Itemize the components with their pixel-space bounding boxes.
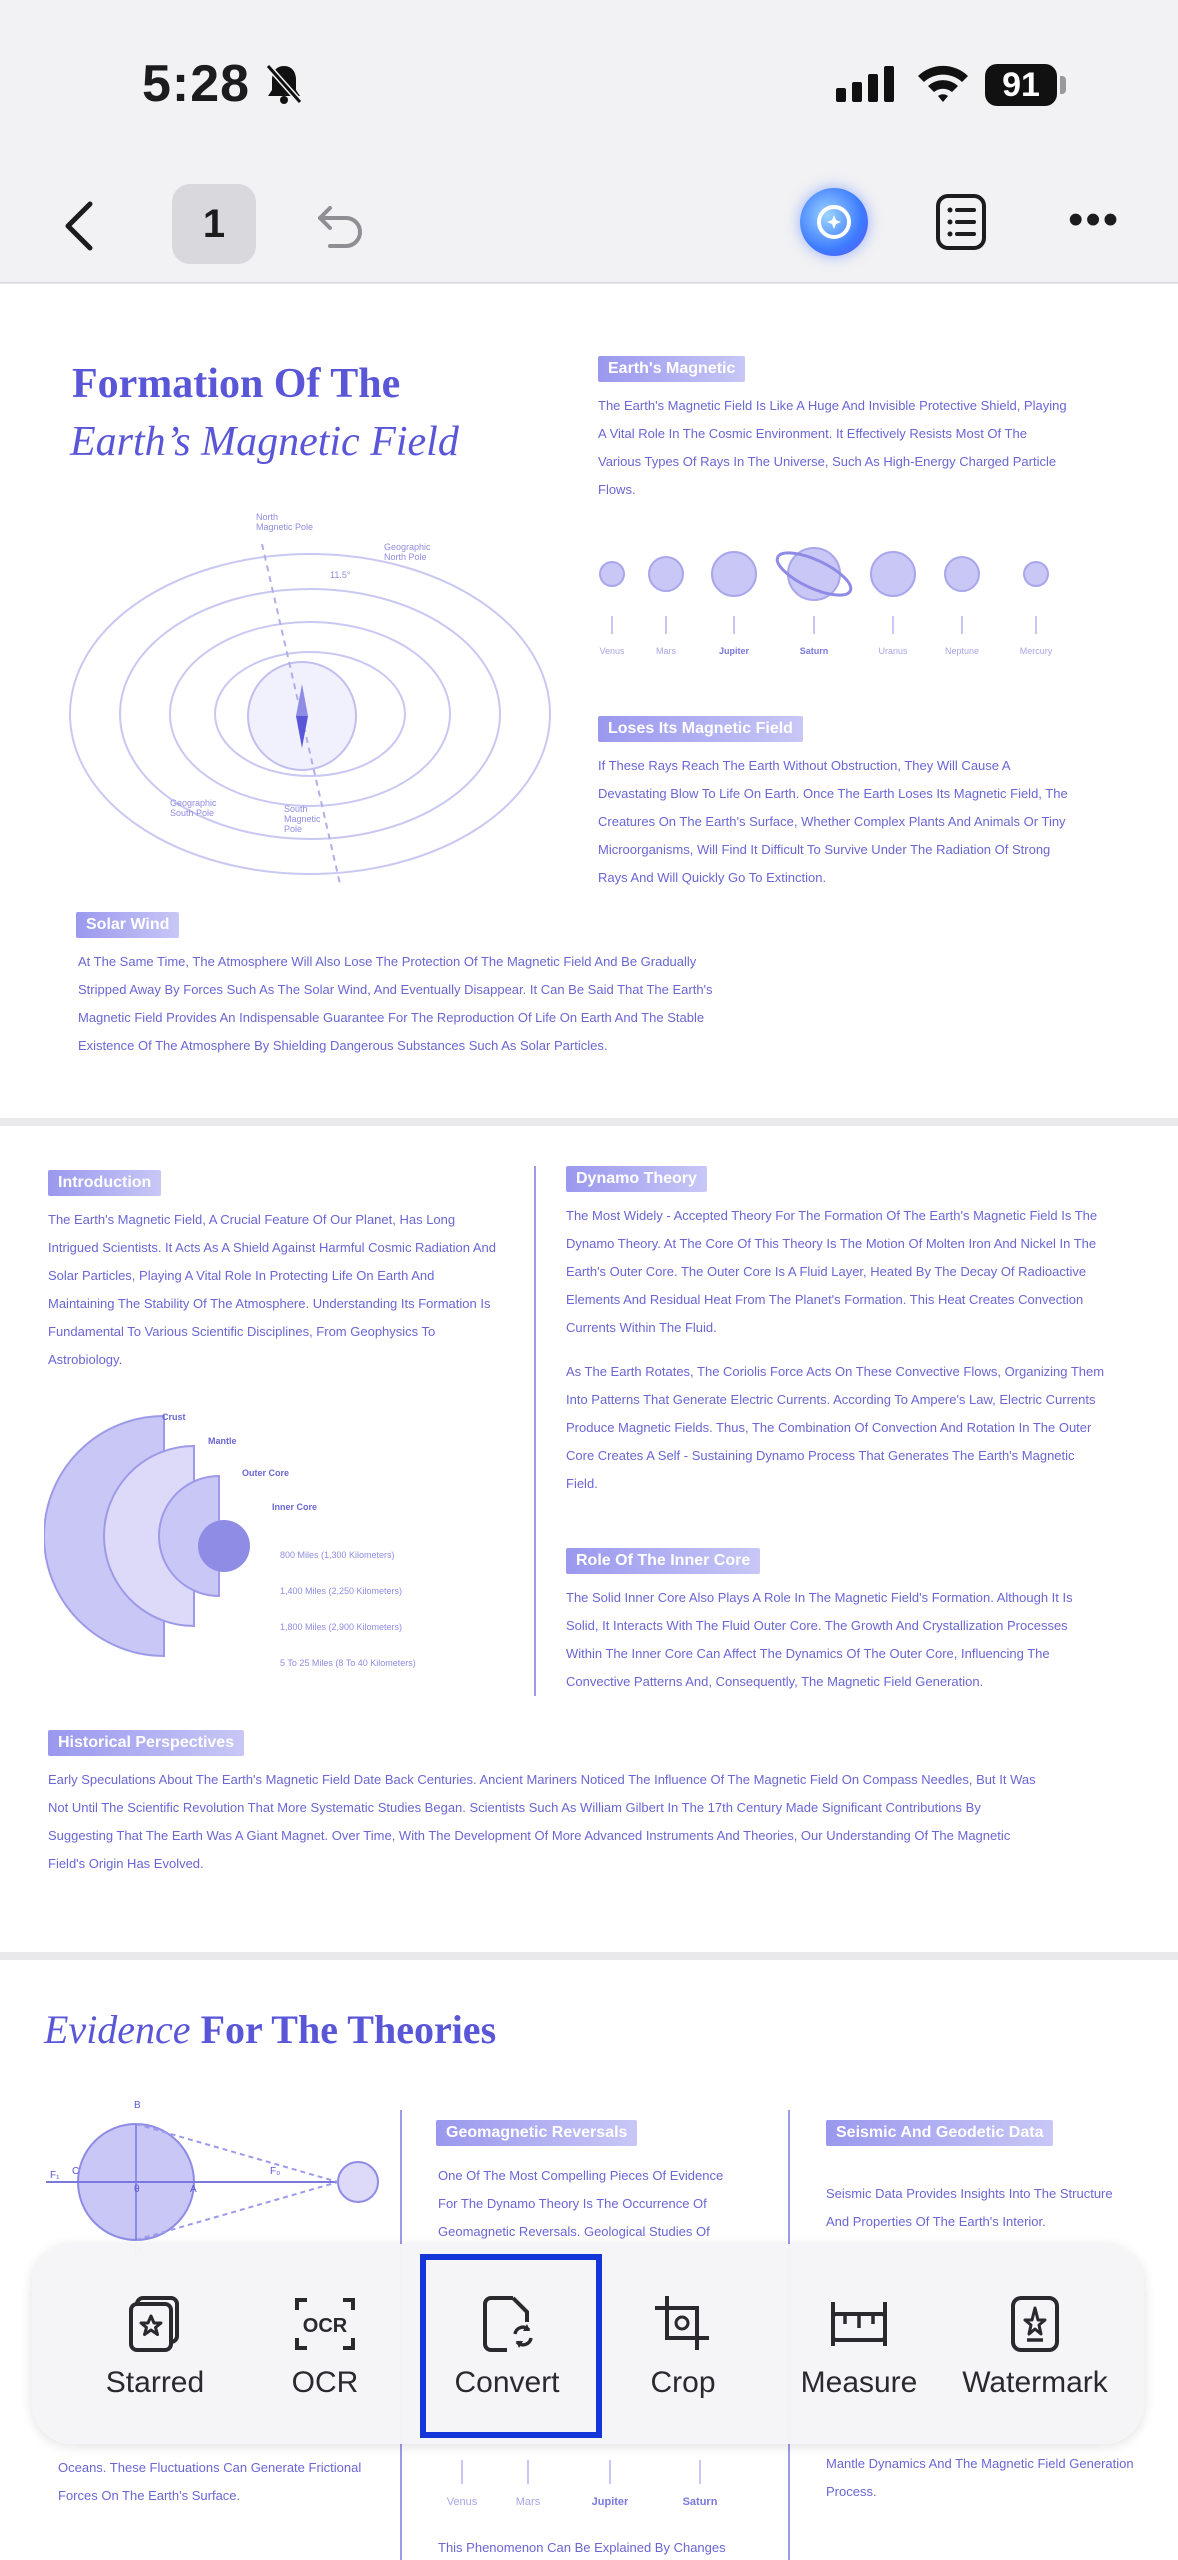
para-right-bottom: Mantle Dynamics And The Magnetic Field Generation Process. bbox=[826, 2456, 1134, 2499]
depth-label-2: 1,400 Miles (2,250 Kilometers) bbox=[280, 1586, 403, 1596]
top-toolbar bbox=[0, 170, 1178, 283]
para-seismic-geodetic: Seismic Data Provides Insights Into The Structure And Properties Of The Earth's Interior. bbox=[826, 2186, 1113, 2229]
label-south-magnetic: South Magnetic Pole bbox=[284, 804, 321, 834]
para-historical: Early Speculations About The Earth's Magnetic Field Date Back Centuries. Ancient Mariners Noticed The Influence Of The Magnetic Field On Compass Needles, But It Was Not Until The Scientific Revolution That More Systematic Studies Began. Scientists Such As William Gilbert In The 17th Century Made Significant Contributions By Suggesting That The Earth Was A Giant Magnet. Over Time, With The Development Of More Advanced Instruments And Theories, Our Understanding Of The Magnetic Field's Origin Has Evolved. bbox=[48, 1772, 1036, 1871]
ocr-label: OCR bbox=[291, 2366, 359, 2399]
planets-row bbox=[590, 534, 1090, 644]
star-square-icon bbox=[125, 2294, 185, 2354]
ocr-icon bbox=[293, 2294, 357, 2354]
planet-ticks-bottom bbox=[440, 2460, 740, 2490]
depth-label-3: 1,800 Miles (2,900 Kilometers) bbox=[280, 1622, 403, 1632]
planet-label-mars: Mars bbox=[656, 646, 676, 656]
para-earths-magnetic: The Earth's Magnetic Field Is Like A Huge And Invisible Protective Shield, Playing A Vital Role In The Cosmic Environment. It Effectively Resists Most Of The Various Types Of Rays In The Universe, Such As High-Energy Charged Particle Flows. bbox=[598, 398, 1067, 497]
force-label-group bbox=[50, 2100, 390, 2260]
para-dynamo-theory-2: As The Earth Rotates, The Coriolis Force Acts On These Convective Flows, Organizing Them Into Patterns That Generate Electric Currents. According To Ampere's Law, Electric Currents Produce Magnetic Fields. Thus, The Combination Of Convection And Rotation In The Outer Core Creates A Self - Sustaining Dynamo Process That Generates The Earth's Magnetic Field. bbox=[566, 1364, 1105, 1491]
para-solar-wind: At The Same Time, The Atmosphere Will Also Lose The Protection Of The Magnetic Field And Be Gradually Stripped Away By Forces Such As The Solar Wind, And Eventually Disappear. It Can Be Said That The Earth's Magnetic Field Provides An Indispensable Guarantee For The Reproduction Of Life On Earth And The Stable Existence Of The Atmosphere By Shielding Dangerous Substances Such As Solar Particles. bbox=[78, 954, 713, 1053]
tag-solar-wind: Solar Wind bbox=[76, 912, 179, 938]
tag-loses-magnetic: Loses Its Magnetic Field bbox=[598, 716, 803, 742]
depth-label-1: 800 Miles (1,300 Kilometers) bbox=[280, 1550, 395, 1560]
tag-geomagnetic-reversals: Geomagnetic Reversals bbox=[436, 2120, 637, 2146]
more-options-icon[interactable]: ••• bbox=[1068, 195, 1121, 244]
magnetic-field-diagram bbox=[40, 504, 580, 904]
depth-label-4: 5 To 25 Miles (8 To 40 Kilometers) bbox=[280, 1658, 416, 1668]
status-time: 5:28 bbox=[142, 55, 251, 113]
crop-icon bbox=[653, 2294, 713, 2354]
earth-layers-diagram bbox=[44, 1406, 284, 1676]
status-bar bbox=[0, 0, 1178, 170]
page-number-button[interactable]: 1 bbox=[172, 184, 256, 264]
para-inner-core: The Solid Inner Core Also Plays A Role In The Magnetic Field's Formation. Although It Is Solid, It Interacts With The Fluid Outer Core. The Growth And Crystallization Processes Within The Inner Core Can Affect The Dynamics Of The Outer Core, Influencing The Convective Patterns And, Consequently, The Magnetic Field Generation. bbox=[566, 1590, 1073, 1689]
label-angle: 11.5° bbox=[330, 570, 351, 580]
planet-label-venus: Venus bbox=[599, 646, 625, 656]
label-north-magnetic: North Magnetic Pole bbox=[256, 512, 314, 532]
page1-title-line2: Earth’s Magnetic Field bbox=[70, 419, 459, 465]
measure-label: Measure bbox=[800, 2366, 918, 2399]
document-page-2 bbox=[0, 1126, 1178, 1952]
force-label-f1-left: F₁ bbox=[50, 2170, 60, 2181]
page3-title-bold: For The Theories bbox=[200, 2007, 497, 2052]
tag-earths-magnetic: Earth's Magnetic bbox=[598, 356, 745, 382]
bottom-planet-venus: Venus bbox=[446, 2496, 478, 2508]
force-label-f0-right: F₀ bbox=[270, 2166, 281, 2177]
planet-label-mercury: Mercury bbox=[1019, 646, 1053, 656]
para-introduction: The Earth's Magnetic Field, A Crucial Feature Of Our Planet, Has Long Intrigued Scientists. It Acts As A Shield Against Harmful Cosmic Radiation And Solar Particles, Playing A Vital Role In Protecting Life On Earth And Maintaining The Stability Of The Atmosphere. Understanding Its Formation Is Fundamental To Various Scientific Disciplines, From Geophysics To Astrobiology. bbox=[48, 1212, 497, 1367]
tag-dynamo-theory: Dynamo Theory bbox=[566, 1166, 707, 1192]
force-label-a: A bbox=[190, 2184, 197, 2195]
planet-label-saturn: Saturn bbox=[799, 646, 829, 656]
label-geo-north: Geographic North Pole bbox=[384, 542, 431, 562]
convert-highlight-box bbox=[420, 2254, 602, 2438]
para-dynamo-theory: The Most Widely - Accepted Theory For The Formation Of The Earth's Magnetic Field Is The Dynamo Theory. At The Core Of This Theory Is The Motion Of Molten Iron And Nickel In The Earth's Outer Core. The Outer Core Is A Fluid Layer, Heated By The Decay Of Radioactive Elements And Residual Heat From The Planet's Formation. This Heat Creates Convection Currents Within The Fluid. bbox=[566, 1208, 1098, 1335]
page1-title-line1: Formation Of The bbox=[72, 361, 401, 407]
watermark-icon bbox=[1005, 2294, 1065, 2354]
planet-label-uranus: Uranus bbox=[878, 646, 908, 656]
layer-label-outer-core: Outer Core bbox=[242, 1468, 290, 1478]
crop-label: Crop bbox=[650, 2366, 716, 2399]
sparkle-icon bbox=[800, 188, 868, 256]
battery-level: 91 bbox=[985, 64, 1057, 106]
tag-historical: Historical Perspectives bbox=[48, 1730, 244, 1756]
layer-label-inner-core: Inner Core bbox=[272, 1502, 318, 1512]
watermark-button[interactable] bbox=[950, 2244, 1120, 2444]
page3-title-italic: Evidence bbox=[44, 2007, 191, 2052]
battery-tip bbox=[1060, 76, 1066, 94]
para-loses-magnetic: If These Rays Reach The Earth Without Obstruction, They Will Cause A Devastating Blow To Life On Earth. Once The Earth Loses Its Magnetic Field, The Creatures On The Earth's Surface, Whether Complex Plants And Animals Or Tiny Microorganisms, Will Find It Difficult To Survive Under The Radiation Of Strong Rays And Will Quickly Go To Extinction. bbox=[598, 758, 1068, 885]
undo-icon[interactable] bbox=[316, 200, 366, 248]
starred-label: Starred bbox=[105, 2366, 205, 2399]
tag-inner-core: Role Of The Inner Core bbox=[566, 1548, 760, 1574]
para-left-bottom: Oceans. These Fluctuations Can Generate Frictional Forces On The Earth's Surface. bbox=[58, 2460, 362, 2503]
para-geomagnetic-reversals: One Of The Most Compelling Pieces Of Evidence For The Dynamo Theory Is The Occurrence Of Geomagnetic Reversals. Geological Studies Of bbox=[438, 2168, 724, 2239]
planet-label-jupiter: Jupiter bbox=[718, 646, 749, 656]
watermark-label: Watermark bbox=[962, 2366, 1108, 2399]
force-label-b: B bbox=[134, 2100, 141, 2111]
planet-label-neptune: Neptune bbox=[944, 646, 980, 656]
tag-introduction: Introduction bbox=[48, 1170, 161, 1196]
bottom-planet-jupiter: Jupiter bbox=[591, 2496, 629, 2508]
label-geo-south: Geographic South Pole bbox=[170, 798, 217, 818]
column-divider bbox=[534, 1166, 536, 1696]
bottom-planet-mars: Mars bbox=[515, 2496, 541, 2508]
starred-button[interactable] bbox=[70, 2244, 240, 2444]
ai-assistant-icon[interactable] bbox=[800, 188, 868, 256]
outline-list-icon[interactable] bbox=[934, 192, 990, 252]
back-chevron-icon[interactable] bbox=[62, 200, 98, 252]
bottom-planet-saturn: Saturn bbox=[682, 2496, 718, 2508]
ocr-button[interactable] bbox=[240, 2244, 410, 2444]
silent-bell-icon bbox=[264, 62, 304, 106]
force-label-theta: θ bbox=[134, 2184, 140, 2195]
measure-button[interactable] bbox=[774, 2244, 944, 2444]
document-page-1 bbox=[0, 284, 1178, 1118]
ruler-icon bbox=[827, 2294, 891, 2354]
cellular-signal-icon bbox=[836, 66, 900, 104]
para-mid-bottom: This Phenomenon Can Be Explained By Changes bbox=[438, 2540, 726, 2555]
svg-text:OCR: OCR bbox=[302, 2315, 348, 2337]
crop-button[interactable] bbox=[598, 2244, 768, 2444]
page3-title bbox=[44, 2006, 496, 2053]
tag-seismic-geodetic: Seismic And Geodetic Data bbox=[826, 2120, 1053, 2146]
wifi-icon bbox=[916, 62, 970, 104]
layer-label-crust: Crust bbox=[162, 1412, 186, 1422]
layer-label-mantle: Mantle bbox=[208, 1436, 237, 1446]
convert-label: Convert bbox=[454, 2366, 560, 2399]
force-label-c: C bbox=[72, 2166, 80, 2177]
